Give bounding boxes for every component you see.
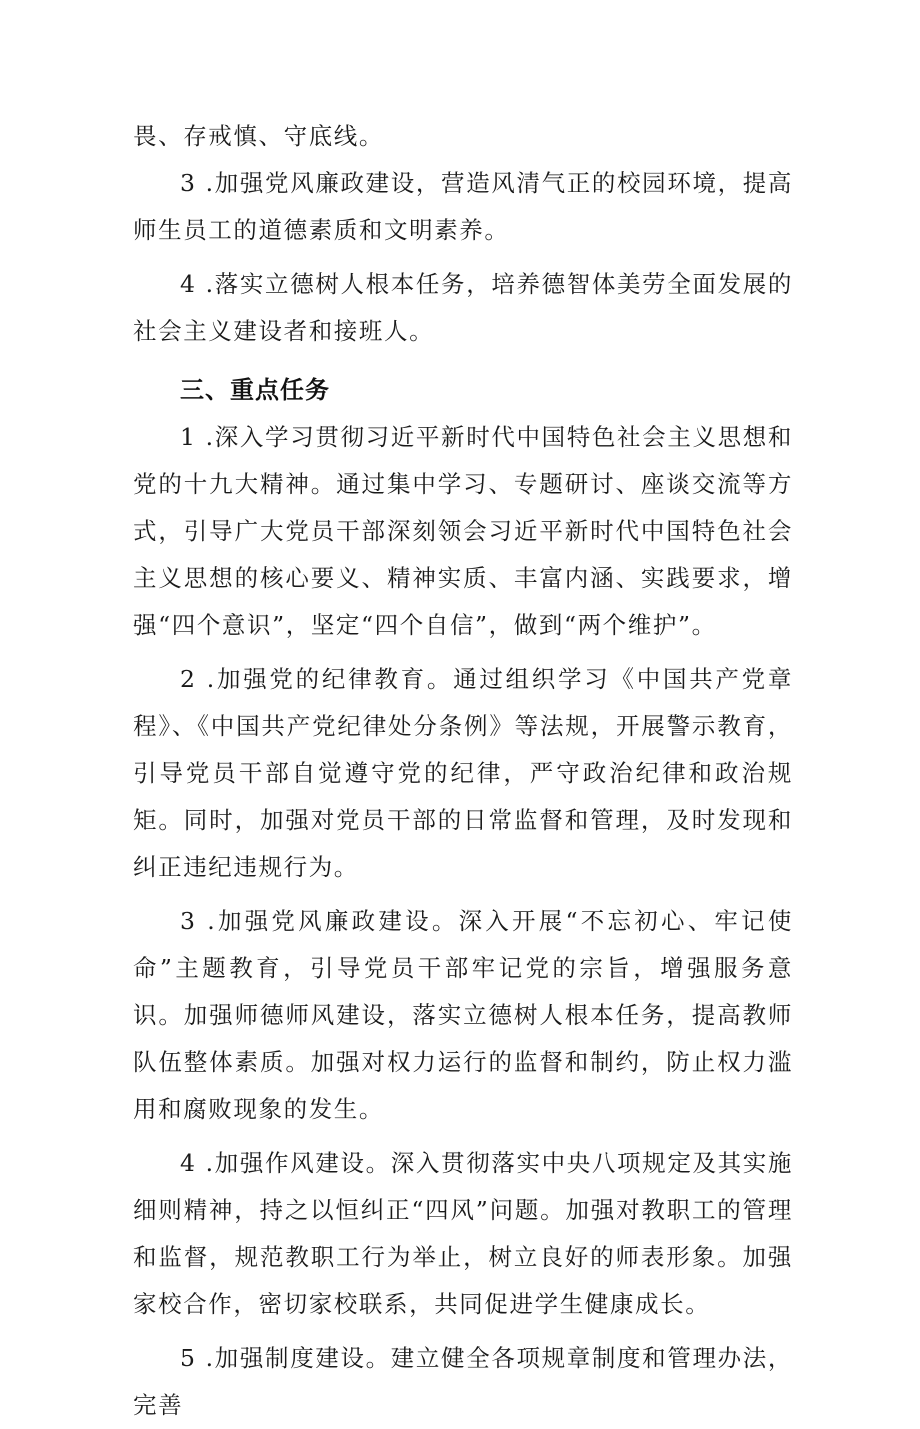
paragraph-continuation: 畏、存戒慎、守底线。	[133, 122, 384, 150]
paragraph-task-2: 2 .加强党的纪律教育。通过组织学习《中国共产党章程》、《中国共产党纪律处分条例》等法规，开展警示教育，引导党员干部自觉遵守党的纪律，严守政治纪律和政治规矩。同时，加强对党员干部的日常监督和管理，及时发现和纠正违纪违规行为。	[133, 665, 793, 881]
paragraph-task-3: 3 .加强党风廉政建设。深入开展“不忘初心、牢记使命”主题教育，引导党员干部牢记党的宗旨，增强服务意识。加强师德师风建设，落实立德树人根本任务，提高教师队伍整体素质。加强对权力运行的监督和制约，防止权力滥用和腐败现象的发生。	[133, 907, 793, 1123]
paragraph-task-5: 5 .加强制度建设。建立健全各项规章制度和管理办法，完善	[133, 1344, 793, 1419]
document-body	[133, 113, 793, 1429]
section-heading-key-tasks: 三、重点任务	[180, 376, 330, 404]
paragraph-task-1: 1 .深入学习贯彻习近平新时代中国特色社会主义思想和党的十九大精神。通过集中学习、专题研讨、座谈交流等方式，引导广大党员干部深刻领会习近平新时代中国特色社会主义思想的核心要义、精神实质、丰富内涵、实践要求，增强“四个意识”，坚定“四个自信”，做到“两个维护”。	[133, 423, 793, 639]
paragraph-task-4: 4 .加强作风建设。深入贯彻落实中央八项规定及其实施细则精神，持之以恒纠正“四风”问题。加强对教职工的管理和监督，规范教职工行为举止，树立良好的师表形象。加强家校合作，密切家校联系，共同促进学生健康成长。	[133, 1149, 793, 1318]
paragraph-item-3: 3 .加强党风廉政建设，营造风清气正的校园环境，提高师生员工的道德素质和文明素养。	[133, 169, 793, 244]
paragraph-item-4: 4 .落实立德树人根本任务，培养德智体美劳全面发展的社会主义建设者和接班人。	[133, 270, 793, 345]
